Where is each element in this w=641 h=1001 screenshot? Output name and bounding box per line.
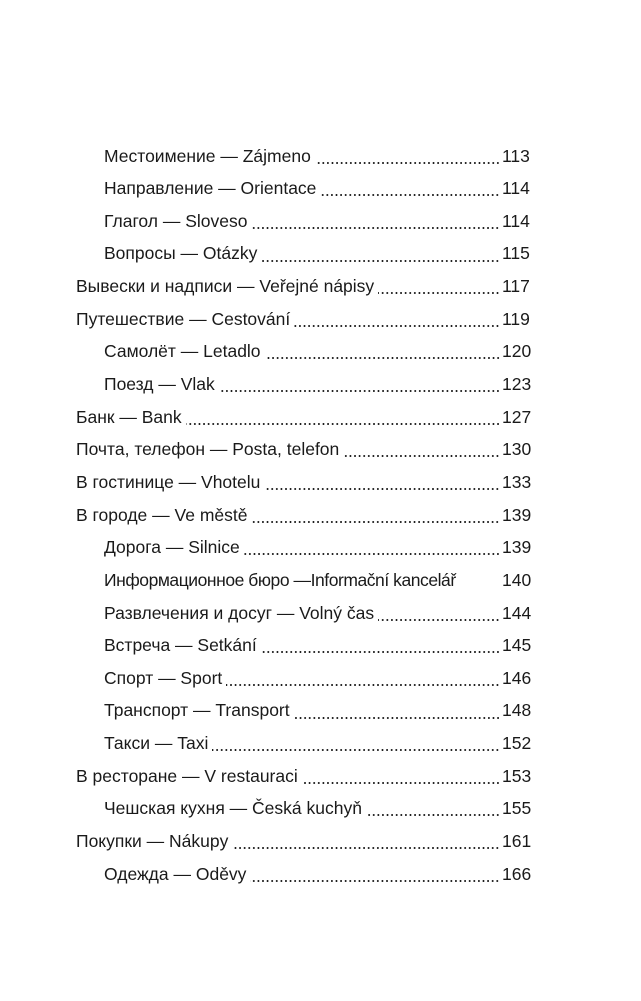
toc-entry-page-number: 146 (502, 667, 532, 688)
toc-entry-title: В ресторане — V restauraci (76, 765, 298, 786)
toc-entry-title: Вопросы — Otázky (104, 243, 258, 264)
toc-entry-page-number: 133 (502, 471, 532, 492)
toc-dot-leader (261, 651, 500, 653)
toc-dot-leader (186, 423, 500, 425)
toc-dot-leader (212, 749, 500, 751)
toc-entry-page-number: 114 (502, 178, 530, 199)
toc-entry-title: Покупки — Nákupy (76, 831, 229, 852)
toc-dot-leader (232, 847, 500, 849)
toc-entry-page-number: 139 (502, 537, 532, 558)
toc-entry-title: Встреча — Setkání (104, 635, 257, 656)
toc-entry-title: Банк — Bank (76, 406, 182, 427)
toc-entry (0, 238, 641, 271)
toc-dot-leader (264, 488, 500, 490)
toc-entry-title: В городе — Ve městě (76, 504, 248, 525)
toc-dot-leader (294, 325, 500, 327)
toc-entry-page-number: 152 (502, 733, 532, 754)
toc-dot-leader (244, 553, 500, 555)
toc-entry-page-number: 120 (502, 341, 532, 362)
toc-entry-page-number: 166 (502, 863, 532, 884)
toc-entry (0, 532, 641, 565)
toc-entry-page-number: 113 (502, 145, 530, 166)
toc-dot-leader (315, 162, 500, 164)
toc-dot-leader (261, 260, 500, 262)
toc-entry-title: Развлечения и досуг — Volný čas (104, 602, 375, 623)
toc-entry-title: Местоимение — Zájmeno (104, 145, 311, 166)
toc-dot-leader (378, 619, 500, 621)
toc-entry-title: В гостинице — Vhotelu (76, 471, 261, 492)
toc-entry-page-number: 114 (502, 210, 530, 231)
toc-dot-leader (250, 880, 500, 882)
toc-entry-title: Почта, телефон — Posta, telefon (76, 439, 340, 460)
toc-entry (0, 368, 641, 401)
toc-entry-page-number: 117 (502, 276, 530, 297)
toc-dot-leader (219, 390, 500, 392)
toc-entry-title: Спорт — Sport (104, 667, 223, 688)
toc-entry (0, 499, 641, 532)
toc-dot-leader (251, 227, 500, 229)
toc-entry-title: Транспорт — Transport (104, 700, 290, 721)
toc-entry (0, 466, 641, 499)
toc-entry (0, 336, 641, 369)
toc-entry-title: Дорога — Silnice (104, 537, 240, 558)
toc-entry-page-number: 145 (502, 635, 532, 656)
toc-entry-title: Чешская кухня — Česká kuchyň (104, 798, 362, 819)
table-of-contents (0, 140, 641, 891)
toc-entry (0, 271, 641, 304)
toc-entry (0, 140, 641, 173)
toc-dot-leader (366, 814, 500, 816)
toc-entry (0, 597, 641, 630)
toc-entry-page-number: 148 (502, 700, 532, 721)
toc-dot-leader (378, 292, 500, 294)
toc-entry (0, 662, 641, 695)
toc-entry (0, 760, 641, 793)
toc-entry-title: Одежда — Oděvy (104, 863, 247, 884)
toc-entry (0, 303, 641, 336)
toc-entry-title: Направление — Orientace (104, 178, 317, 199)
toc-entry-title: Самолёт — Letadlo (104, 341, 261, 362)
toc-entry (0, 401, 641, 434)
toc-entry-page-number: 115 (502, 243, 530, 264)
toc-dot-leader (294, 717, 500, 719)
toc-dot-leader (302, 782, 500, 784)
toc-entry (0, 564, 641, 597)
toc-entry-page-number: 127 (502, 406, 532, 427)
toc-entry (0, 434, 641, 467)
toc-dot-leader (343, 455, 500, 457)
toc-entry-page-number: 140 (502, 569, 532, 590)
toc-entry (0, 205, 641, 238)
toc-entry (0, 825, 641, 858)
toc-dot-leader (265, 357, 500, 359)
toc-dot-leader (320, 194, 500, 196)
toc-entry-title: Путешествие — Cestování (76, 308, 291, 329)
toc-entry (0, 630, 641, 663)
toc-entry-title: Поезд — Vlak (104, 374, 215, 395)
toc-entry-page-number: 144 (502, 602, 532, 623)
toc-entry (0, 695, 641, 728)
toc-entry-page-number: 139 (502, 504, 532, 525)
toc-entry (0, 728, 641, 761)
toc-entry-title: Вывески и надписи — Veřejné nápisy (76, 276, 375, 297)
toc-entry-page-number: 123 (502, 374, 532, 395)
toc-entry-page-number: 155 (502, 798, 532, 819)
toc-entry-title: Глагол — Sloveso (104, 210, 248, 231)
toc-entry (0, 858, 641, 891)
toc-entry-page-number: 119 (502, 308, 530, 329)
toc-entry-title: Такси — Taxi (104, 733, 209, 754)
toc-entry-page-number: 130 (502, 439, 532, 460)
toc-dot-leader (226, 684, 500, 686)
toc-entry-page-number: 161 (502, 831, 532, 852)
toc-entry-title: Информационное бюро —Informační kancelář (104, 569, 456, 590)
toc-entry-page-number: 153 (502, 765, 532, 786)
toc-dot-leader (251, 521, 500, 523)
toc-entry (0, 173, 641, 206)
toc-entry (0, 793, 641, 826)
